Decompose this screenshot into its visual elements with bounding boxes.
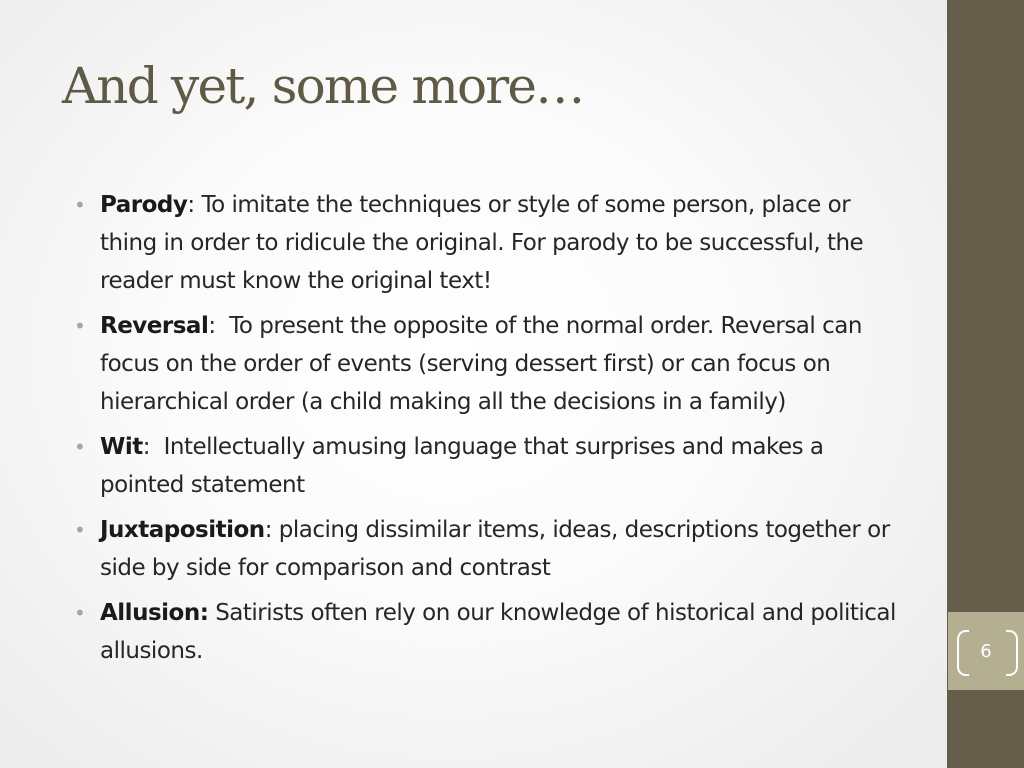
page-number: 6 — [980, 641, 992, 662]
bullet-item-wit — [72, 428, 898, 504]
bullet-icon: • — [74, 193, 86, 217]
bullet-text: Satirists often rely on our knowledge of historical and political allusions. — [100, 600, 896, 664]
bullet-term: Wit — [100, 434, 143, 460]
bullet-icon: • — [74, 314, 86, 338]
bullet-term: Juxtaposition — [100, 517, 265, 543]
bullet-term: Reversal — [100, 313, 209, 339]
bullet-text: To imitate the techniques or style of some person, place or thing in order to ridicule the original. For parody to be successful, the reader must know the original text! — [100, 192, 864, 294]
bullet-separator: : — [208, 313, 230, 339]
bullet-separator: : — [187, 192, 202, 218]
page-number-box — [948, 612, 1024, 690]
bullet-item-juxtaposition — [72, 511, 898, 587]
bullet-term: Parody — [100, 192, 188, 218]
bullet-item-parody — [72, 186, 898, 300]
bullet-list — [72, 186, 898, 677]
bullet-separator: : — [264, 517, 279, 543]
bullet-term: Allusion: — [100, 600, 209, 626]
bullet-separator: : — [142, 434, 164, 460]
bullet-icon: • — [74, 518, 86, 542]
bullet-text: To present the opposite of the normal order. Reversal can focus on the order of events (serving dessert first) or can focus on hierarchical order (a child making all the decisions in a family) — [100, 313, 862, 415]
bullet-icon: • — [74, 435, 86, 459]
right-bracket-icon — [1006, 630, 1018, 676]
bullet-item-reversal — [72, 307, 898, 421]
bullet-icon: • — [74, 601, 86, 625]
slide-title: And yet, some more… — [62, 57, 584, 115]
bullet-text: placing dissimilar items, ideas, descriptions together or side by side for comparison and contrast — [100, 517, 890, 581]
bullet-item-allusion — [72, 594, 898, 670]
bullet-text: Intellectually amusing language that surprises and makes a pointed statement — [100, 434, 824, 498]
